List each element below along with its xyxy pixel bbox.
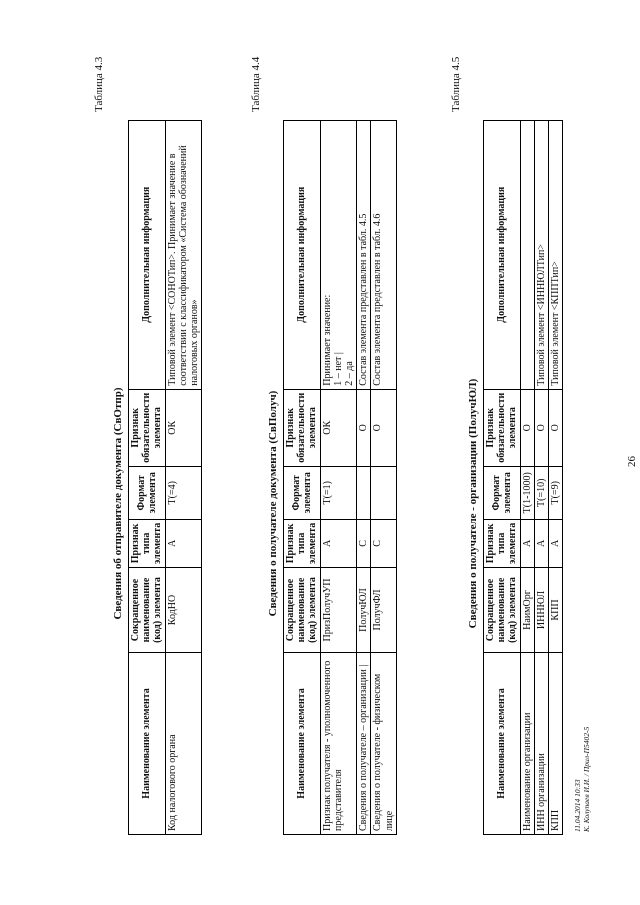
cell: Сведения о получателе – организации | — [357, 653, 371, 835]
cell: ПризПолучУП — [320, 568, 357, 653]
footnote-line: К. Колупаев И.И. / Прил-П5402-5 — [581, 726, 591, 832]
cell-line: 2 – да — [343, 361, 355, 386]
cell-line: 1 – нет | — [332, 352, 344, 386]
cell: КПП — [548, 653, 562, 835]
cell: КПП — [548, 568, 562, 653]
header-cell: Сокращенное наименование (код) элемента — [129, 568, 166, 653]
header-row — [129, 120, 166, 834]
cell: Типовой элемент <ИННЮЛТип> — [534, 120, 548, 389]
cell: T(1-1000) — [520, 466, 534, 519]
cell-line: Принимает значение: — [321, 294, 333, 386]
cell: T(=4) — [165, 466, 202, 519]
cell: А — [520, 519, 534, 567]
header-cell: Формат элемента — [129, 466, 166, 519]
cell: ПолучФЛ — [371, 568, 396, 653]
header-cell: Дополнительная информация — [284, 120, 321, 389]
header-cell: Формат элемента — [284, 466, 321, 519]
table-caption: Сведения об отправителе документа (СвОтпр) — [112, 387, 124, 620]
cell: ИННЮЛ — [534, 568, 548, 653]
cell: О — [548, 389, 562, 466]
table-4-3 — [128, 120, 202, 835]
cell: ОК — [320, 389, 357, 466]
header-cell: Дополнительная информация — [129, 120, 166, 389]
header-cell: Наименование элемента — [284, 653, 321, 835]
table-row — [520, 120, 534, 834]
cell: Признак получателя - уполномоченного представителя — [320, 653, 357, 835]
table-row — [357, 120, 371, 834]
cell — [371, 466, 396, 519]
cell: T(=9) — [548, 466, 562, 519]
cell: О — [520, 389, 534, 466]
table-caption: Сведения о получателе - организации (ПолучЮЛ) — [467, 378, 479, 629]
table-caption: Сведения о получателе документа (СвПолуч) — [267, 390, 279, 617]
cell — [520, 120, 534, 389]
header-cell: Признак обязательности элемента — [284, 389, 321, 466]
header-row — [484, 120, 521, 834]
cell: Наименование организации — [520, 653, 534, 835]
footnote-line: 11.04.2014 10:33 — [573, 779, 582, 832]
header-cell: Дополнительная информация — [484, 120, 521, 389]
cell: T(=10) — [534, 466, 548, 519]
header-cell: Признак обязательности элемента — [129, 389, 166, 466]
table-row — [371, 120, 396, 834]
cell: КодНО — [165, 568, 202, 653]
cell: НаимОрг — [520, 568, 534, 653]
cell: ПолучЮЛ — [357, 568, 371, 653]
cell: О — [371, 389, 396, 466]
cell: А — [320, 519, 357, 567]
cell: Состав элемента представлен в табл. 4.5 — [357, 120, 371, 389]
cell: Типовой элемент <КППТип> — [548, 120, 562, 389]
header-cell: Признак типа элемента — [129, 519, 166, 567]
cell: А — [534, 519, 548, 567]
table-label: Таблица 4.3 — [93, 56, 105, 112]
cell: Типовой элемент <СОНОТип>. Принимает значение в соответствии с классификатором «Система обозначений налоговых органов» — [165, 120, 202, 389]
cell: С — [357, 519, 371, 567]
cell: T(=1) — [320, 466, 357, 519]
table-4-5 — [483, 120, 563, 835]
cell: Состав элемента представлен в табл. 4.6 — [371, 120, 396, 389]
header-cell: Формат элемента — [484, 466, 521, 519]
header-cell: Признак типа элемента — [484, 519, 521, 567]
table-label: Таблица 4.5 — [450, 56, 462, 112]
header-cell: Сокращенное наименование (код) элемента — [484, 568, 521, 653]
cell: А — [165, 519, 202, 567]
cell — [357, 466, 371, 519]
page-number: 26 — [626, 456, 638, 467]
cell: О — [357, 389, 371, 466]
cell: ОК — [165, 389, 202, 466]
header-cell: Наименование элемента — [484, 653, 521, 835]
header-row — [284, 120, 321, 834]
header-cell: Наименование элемента — [129, 653, 166, 835]
table-row — [320, 120, 357, 834]
table-row — [534, 120, 548, 834]
header-cell: Признак типа элемента — [284, 519, 321, 567]
cell — [320, 120, 357, 389]
header-cell: Признак обязательности элемента — [484, 389, 521, 466]
cell: О — [534, 389, 548, 466]
table-row — [165, 120, 202, 834]
table-4-4 — [283, 120, 397, 835]
table-label: Таблица 4.4 — [250, 56, 262, 112]
print-footnote — [574, 727, 591, 832]
cell: Сведения о получателе - физическом лице — [371, 653, 396, 835]
header-cell: Сокращенное наименование (код) элемента — [284, 568, 321, 653]
cell: ИНН организации — [534, 653, 548, 835]
cell: Код налогового органа — [165, 653, 202, 835]
table-row — [548, 120, 562, 834]
cell: А — [548, 519, 562, 567]
cell: С — [371, 519, 396, 567]
